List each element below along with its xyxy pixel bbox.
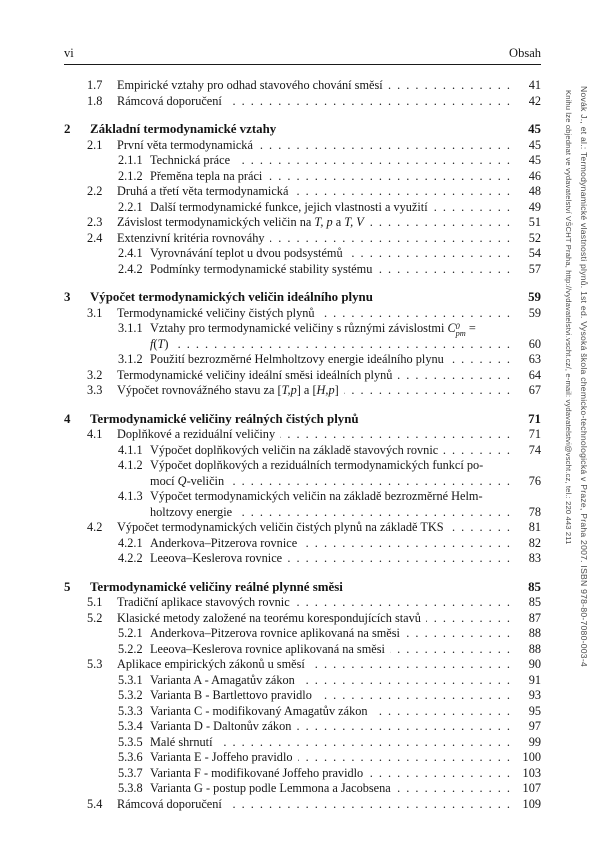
toc-entry-number: 2.2 bbox=[87, 184, 103, 198]
toc-entry-title: Malé shrnutí bbox=[150, 734, 213, 749]
toc-page-number: 63 bbox=[528, 352, 541, 366]
toc-entry-5.3.8 bbox=[64, 781, 541, 797]
toc-page-number: 51 bbox=[528, 215, 541, 229]
toc-leader-dots bbox=[449, 352, 510, 367]
toc-page-number: 45 bbox=[528, 122, 541, 136]
toc-entry-5.2 bbox=[64, 611, 541, 627]
toc-entry-title: Doplňkové a reziduální veličiny bbox=[117, 427, 276, 441]
toc-leader-dots bbox=[237, 505, 510, 520]
toc-entry-number: 5.3.6 bbox=[118, 750, 143, 764]
toc-leader-dots bbox=[173, 337, 510, 352]
toc-page-number: 74 bbox=[528, 442, 541, 457]
toc-entry-4.1 bbox=[64, 427, 541, 443]
toc-leader-dots bbox=[229, 474, 510, 489]
math-variable: f bbox=[150, 336, 154, 351]
toc-leader-dots bbox=[235, 153, 510, 168]
toc-page-number: 93 bbox=[528, 688, 541, 702]
header-title: Obsah bbox=[509, 46, 541, 60]
toc-page-number: 41 bbox=[528, 78, 541, 92]
toc-entry-number: 2.1.2 bbox=[118, 168, 143, 183]
toc-entry-title: Leeova–Keslerova rovnice bbox=[150, 551, 283, 565]
toc-entry-title: Základní termodynamické vztahy bbox=[90, 122, 277, 136]
toc-entry-title: Výpočet termodynamických veličin čistých plynů na základě TKS bbox=[117, 520, 444, 534]
toc-page-number: 107 bbox=[522, 781, 541, 795]
toc-entry-title: Přeměna tepla na práci bbox=[150, 168, 263, 183]
toc-entry-title: Závislost termodynamických veličin na T, p a T, V bbox=[117, 215, 364, 229]
toc-page-number: 91 bbox=[528, 672, 541, 687]
toc-entry-title: Varianta E - Joffeho pravidlo bbox=[150, 750, 293, 764]
toc-page-number: 97 bbox=[528, 719, 541, 733]
toc-entry-5.3.6 bbox=[64, 750, 541, 766]
toc-entry-title: Použití bezrozměrné Helmholtzovy energie ideálního plynu bbox=[150, 352, 444, 366]
toc-page-number: 60 bbox=[528, 336, 541, 351]
toc-entry-1.7 bbox=[64, 78, 541, 94]
toc-page-number: 87 bbox=[528, 610, 541, 625]
toc-entry-number: 5.3.4 bbox=[118, 719, 143, 733]
toc-entry-title: Rámcová doporučení bbox=[117, 93, 222, 108]
toc-entry-2.1.2 bbox=[64, 169, 541, 185]
toc-entry-number: 4.1 bbox=[87, 427, 103, 441]
toc-entry-2.1.1 bbox=[64, 153, 541, 169]
toc-entry-title: Výpočet doplňkových a reziduálních termodynamických funkcí po- bbox=[150, 458, 484, 472]
toc-entry-title: Varianta G - postup podle Lemmona a Jacobsena bbox=[150, 781, 391, 795]
toc-entry-number: 5.3.1 bbox=[118, 672, 143, 687]
toc-page-number: 42 bbox=[528, 93, 541, 108]
toc-entry-3.1 bbox=[64, 306, 541, 322]
toc-entry-title: Výpočet termodynamických veličin ideálního plynu bbox=[90, 290, 373, 304]
toc-entry-3 bbox=[64, 290, 541, 306]
toc-entry-5 bbox=[64, 580, 541, 596]
toc-leader-dots bbox=[426, 611, 510, 626]
toc-page-number: 76 bbox=[528, 473, 541, 488]
toc-entry-number: 4.2 bbox=[87, 520, 103, 534]
toc-leader-dots bbox=[267, 169, 510, 184]
toc-leader-dots bbox=[227, 94, 510, 109]
toc-entry-4.1.2-line2 bbox=[64, 474, 541, 490]
toc-entry-title: Anderkova–Pitzerova rovnice bbox=[150, 535, 298, 550]
toc-leader-dots bbox=[227, 797, 510, 812]
toc-page-number: 71 bbox=[528, 427, 541, 441]
toc-entry-number: 2.1.1 bbox=[118, 153, 143, 167]
toc-entry-4.1.1 bbox=[64, 443, 541, 459]
toc-entry-number: 4.2.2 bbox=[118, 551, 143, 565]
toc-leader-dots bbox=[280, 427, 510, 442]
toc-entry-number: 2.2.1 bbox=[118, 199, 143, 214]
toc-entry-number: 5.2.2 bbox=[118, 641, 143, 656]
toc-entry-number: 4.1.1 bbox=[118, 442, 143, 457]
toc-page-number: 83 bbox=[528, 551, 541, 565]
toc-entry-title: Anderkova–Pitzerova rovnice aplikovaná na směsi bbox=[150, 626, 400, 640]
toc-entry-title: Varianta F - modifikované Joffeho pravidlo bbox=[150, 765, 364, 780]
toc-entry-title: f(T) bbox=[150, 336, 169, 351]
toc-entry-title: Další termodynamické funkce, jejich vlastnosti a využití bbox=[150, 199, 428, 214]
math-variable: T bbox=[157, 336, 165, 351]
toc-entry-number: 3.1.1 bbox=[118, 321, 143, 335]
sidebar-order-info-text: Knihu lze objednat ve vydavatelství VŠCHT Praha, http://vydavatelstvi.vscht.cz/, e-mail: vydavatelstvi@vscht.cz, tel.: 220 443 211 bbox=[564, 90, 573, 545]
toc-leader-dots bbox=[320, 306, 510, 321]
toc-entry-title: Rámcová doporučení bbox=[117, 796, 222, 811]
toc-leader-dots bbox=[397, 368, 510, 383]
toc-leader-dots bbox=[377, 262, 510, 277]
math-variable: T, p bbox=[314, 215, 333, 229]
math-superscript-subscript: 0 pm bbox=[455, 322, 466, 338]
toc-leader-dots bbox=[270, 231, 510, 246]
toc-entry-title: Empirické vztahy pro odhad stavového chování směsí bbox=[117, 78, 383, 92]
toc-entry-title: Podmínky termodynamické stability systému bbox=[150, 261, 373, 276]
toc-entry-title: Varianta A - Amagatův zákon bbox=[150, 672, 295, 687]
toc-entry-5.3.5 bbox=[64, 735, 541, 751]
toc-leader-dots bbox=[369, 215, 510, 230]
toc-leader-dots bbox=[368, 766, 510, 781]
toc-entry-number: 5 bbox=[64, 579, 71, 594]
toc-entry-number: 5.3.2 bbox=[118, 688, 143, 702]
toc-leader-dots bbox=[433, 200, 510, 215]
toc-page-number: 59 bbox=[528, 290, 541, 304]
toc-entry-5.3.7 bbox=[64, 766, 541, 782]
toc-entry-2.4.1 bbox=[64, 246, 541, 262]
toc-entry-5.3.2 bbox=[64, 688, 541, 704]
toc-leader-dots bbox=[296, 719, 510, 734]
toc-entry-number: 4.1.3 bbox=[118, 489, 143, 503]
toc-page-number: 99 bbox=[528, 734, 541, 749]
toc-entry-number: 2.1 bbox=[87, 137, 103, 152]
toc-entry-3.1.2 bbox=[64, 352, 541, 368]
toc-entry-title: Druhá a třetí věta termodynamická bbox=[117, 184, 289, 198]
toc-entry-3.3 bbox=[64, 383, 541, 399]
toc-entry-number: 3.1.2 bbox=[118, 352, 143, 366]
toc-page-number: 64 bbox=[528, 367, 541, 382]
toc-entry-4.2.1 bbox=[64, 536, 541, 552]
math-variable: T,p bbox=[281, 383, 297, 397]
toc-entry-number: 2 bbox=[64, 122, 71, 136]
toc-entry-title: Varianta B - Bartlettovo pravidlo bbox=[150, 688, 312, 702]
toc-leader-dots bbox=[295, 595, 510, 610]
toc-page-number: 71 bbox=[528, 411, 541, 426]
toc-entry-number: 5.2 bbox=[87, 610, 103, 625]
toc-entry-number: 2.4 bbox=[87, 230, 103, 245]
toc-entry-title: Klasické metody založené na teorému korespondujících stavů bbox=[117, 610, 421, 625]
toc-entry-title: První věta termodynamická bbox=[117, 137, 253, 152]
table-of-contents bbox=[64, 78, 541, 812]
toc-page-number: 82 bbox=[528, 535, 541, 550]
toc-entry-2.4.2 bbox=[64, 262, 541, 278]
toc-entry-title: Termodynamické veličiny čistých plynů bbox=[117, 305, 315, 320]
toc-entry-4.1.3-line1 bbox=[64, 489, 541, 505]
toc-entry-number: 1.8 bbox=[87, 93, 103, 108]
toc-entry-number: 4 bbox=[64, 411, 71, 426]
toc-entry-title: Varianta C - modifikovaný Amagatův zákon bbox=[150, 703, 368, 718]
toc-leader-dots bbox=[449, 520, 510, 535]
toc-leader-dots bbox=[310, 657, 510, 672]
toc-entry-number: 3 bbox=[64, 290, 71, 304]
toc-entry-4.2.2 bbox=[64, 551, 541, 567]
toc-page-number: 78 bbox=[528, 504, 541, 519]
toc-page-number: 46 bbox=[528, 168, 541, 183]
toc-entry-5.2.1 bbox=[64, 626, 541, 642]
toc-leader-dots bbox=[258, 138, 510, 153]
math-variable: C bbox=[447, 321, 456, 335]
toc-entry-title: Vztahy pro termodynamické veličiny s různými závislostmi C 0 pm = bbox=[150, 321, 476, 338]
math-variable: Q bbox=[177, 473, 187, 488]
toc-entry-number: 2.4.1 bbox=[118, 246, 143, 260]
toc-page-number: 85 bbox=[528, 595, 541, 609]
toc-entry-4.2 bbox=[64, 520, 541, 536]
toc-page-number: 49 bbox=[528, 199, 541, 214]
toc-page-number: 52 bbox=[528, 230, 541, 245]
toc-leader-dots bbox=[443, 443, 510, 458]
toc-entry-5.3 bbox=[64, 657, 541, 673]
math-variable: T, V bbox=[344, 215, 364, 229]
toc-entry-5.1 bbox=[64, 595, 541, 611]
toc-entry-number: 5.3.7 bbox=[118, 765, 143, 780]
toc-entry-number: 5.4 bbox=[87, 796, 103, 811]
toc-leader-dots bbox=[388, 78, 510, 93]
toc-leader-dots bbox=[348, 246, 510, 261]
toc-entry-title: Leeova–Keslerova rovnice aplikovaná na směsi bbox=[150, 641, 385, 656]
toc-page-number: 88 bbox=[528, 626, 541, 640]
toc-entry-number: 5.3 bbox=[87, 657, 103, 671]
toc-entry-title: Termodynamické veličiny reálné plynné směsi bbox=[90, 579, 343, 594]
toc-entry-title: Varianta D - Daltonův zákon bbox=[150, 719, 292, 733]
toc-entry-number: 3.3 bbox=[87, 383, 103, 397]
toc-entry-2.2 bbox=[64, 184, 541, 200]
toc-page-number: 103 bbox=[522, 765, 541, 780]
toc-entry-5.3.3 bbox=[64, 704, 541, 720]
toc-page-number: 88 bbox=[528, 641, 541, 656]
toc-page-number: 48 bbox=[528, 184, 541, 198]
toc-entry-4.1.2-line1 bbox=[64, 458, 541, 474]
toc-page-number: 109 bbox=[522, 796, 541, 811]
toc-leader-dots bbox=[344, 383, 510, 398]
toc-entry-5.3.1 bbox=[64, 673, 541, 689]
toc-leader-dots bbox=[396, 781, 510, 796]
toc-entry-3.1.1-line1 bbox=[64, 321, 541, 337]
toc-entry-number: 5.3.3 bbox=[118, 703, 143, 718]
toc-leader-dots bbox=[405, 626, 510, 641]
header-page-number: vi bbox=[64, 46, 74, 60]
toc-entry-title: Aplikace empirických zákonů u směsí bbox=[117, 657, 305, 671]
toc-leader-dots bbox=[373, 704, 510, 719]
toc-entry-title: Výpočet rovnovážného stavu za [T,p] a [H,p] bbox=[117, 383, 339, 397]
toc-entry-2.1 bbox=[64, 138, 541, 154]
toc-leader-dots bbox=[390, 642, 510, 657]
toc-entry-title: Výpočet doplňkových veličin na základě stavových rovnic bbox=[150, 442, 439, 457]
toc-entry-5.4 bbox=[64, 797, 541, 813]
toc-entry-number: 4.1.2 bbox=[118, 458, 143, 472]
toc-entry-title: Extenzivní kritéria rovnováhy bbox=[117, 230, 265, 245]
sidebar-citation-text: Novák J., et al.: Termodynamické vlastnosti plynů. 1st ed. Vysoká škola chemicko-technologická v Praze, Praha 2007. ISBN 978-80-7080-003-4 bbox=[579, 86, 589, 667]
toc-entry-number: 2.4.2 bbox=[118, 261, 143, 276]
toc-leader-dots bbox=[317, 688, 510, 703]
running-header bbox=[64, 46, 541, 65]
toc-leader-dots bbox=[300, 673, 510, 688]
toc-page-number: 85 bbox=[528, 579, 541, 594]
toc-entry-2 bbox=[64, 122, 541, 138]
toc-entry-number: 2.3 bbox=[87, 215, 103, 229]
toc-page-number: 57 bbox=[528, 261, 541, 276]
toc-entry-2.3 bbox=[64, 215, 541, 231]
toc-entry-title: Vyrovnávání teplot u dvou podsystémů bbox=[150, 246, 343, 260]
toc-entry-number: 5.2.1 bbox=[118, 626, 143, 640]
toc-entry-2.2.1 bbox=[64, 200, 541, 216]
toc-page-number: 45 bbox=[528, 137, 541, 152]
toc-leader-dots bbox=[298, 750, 510, 765]
toc-entry-title: Technická práce bbox=[150, 153, 231, 167]
toc-page-number: 95 bbox=[528, 703, 541, 718]
math-variable: H,p bbox=[316, 383, 335, 397]
toc-leader-dots bbox=[293, 184, 510, 199]
toc-entry-3.2 bbox=[64, 368, 541, 384]
toc-leader-dots bbox=[287, 551, 510, 566]
toc-entry-number: 5.1 bbox=[87, 595, 103, 609]
toc-entry-4 bbox=[64, 412, 541, 428]
toc-entry-5.3.4 bbox=[64, 719, 541, 735]
toc-page-number: 100 bbox=[522, 750, 541, 764]
toc-entry-title: Výpočet termodynamických veličin na základě bezrozměrné Helm- bbox=[150, 489, 483, 503]
toc-page-number: 81 bbox=[528, 520, 541, 534]
toc-entry-5.2.2 bbox=[64, 642, 541, 658]
toc-page-number: 59 bbox=[528, 305, 541, 320]
toc-entry-title: Termodynamické veličiny ideální směsi ideálních plynů bbox=[117, 367, 393, 382]
toc-entry-number: 4.2.1 bbox=[118, 535, 143, 550]
toc-entry-4.1.3-line2 bbox=[64, 505, 541, 521]
toc-page-number: 67 bbox=[528, 383, 541, 397]
toc-entry-number: 5.3.8 bbox=[118, 781, 143, 795]
toc-leader-dots bbox=[302, 536, 510, 551]
toc-entry-number: 1.7 bbox=[87, 78, 103, 92]
toc-leader-dots bbox=[218, 735, 511, 750]
toc-entry-title: Tradiční aplikace stavových rovnic bbox=[117, 595, 290, 609]
toc-page-number: 54 bbox=[528, 246, 541, 260]
toc-entry-title: Termodynamické veličiny reálných čistých plynů bbox=[90, 411, 359, 426]
toc-entry-number: 3.2 bbox=[87, 367, 103, 382]
toc-entry-2.4 bbox=[64, 231, 541, 247]
toc-page-number: 90 bbox=[528, 657, 541, 671]
toc-entry-number: 5.3.5 bbox=[118, 734, 143, 749]
toc-page-number: 45 bbox=[528, 153, 541, 167]
toc-entry-title: holtzovy energie bbox=[150, 504, 233, 519]
toc-entry-1.8 bbox=[64, 94, 541, 110]
toc-entry-title: mocí Q-veličin bbox=[150, 473, 225, 488]
toc-entry-number: 3.1 bbox=[87, 305, 103, 320]
toc-entry-3.1.1-line2 bbox=[64, 337, 541, 353]
